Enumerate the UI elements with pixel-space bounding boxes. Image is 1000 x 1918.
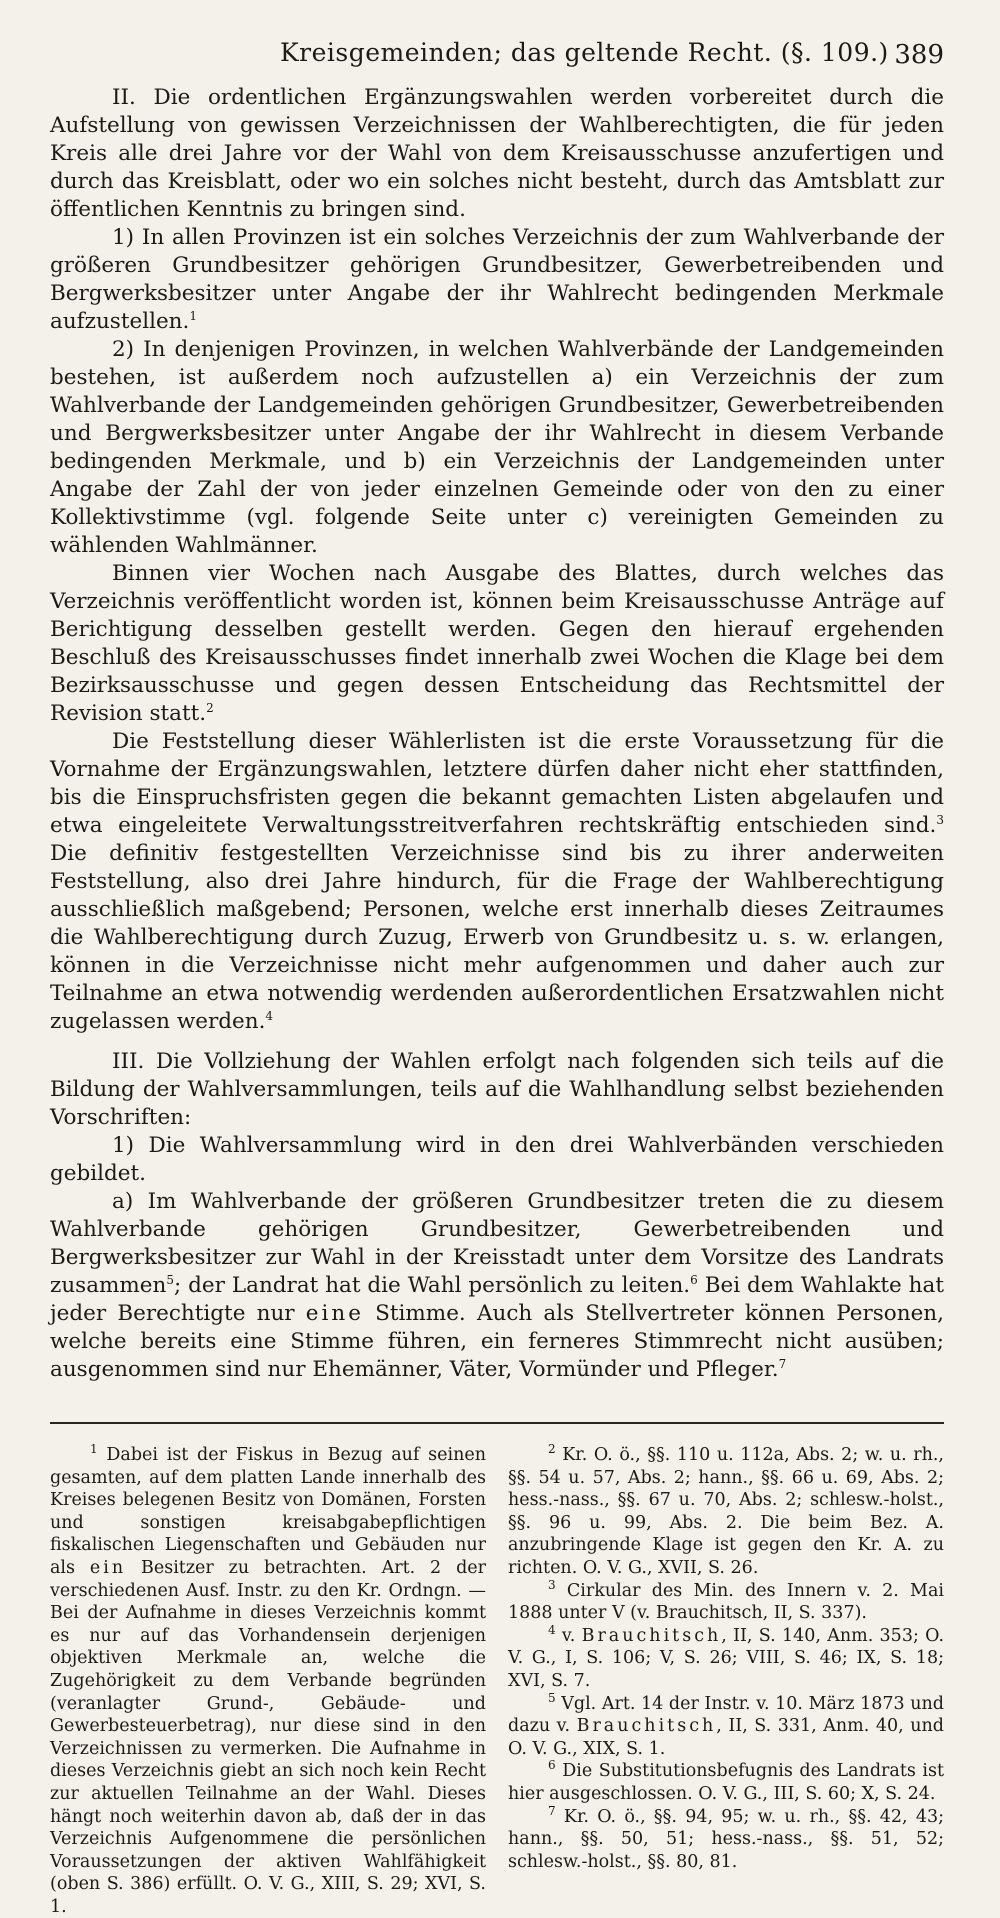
footnote-text: Vgl. Art. 14 der Instr. v. 10. März 1873 und dazu v. bbox=[508, 1693, 944, 1737]
footnote-3 bbox=[508, 1577, 944, 1625]
page-number: 389 bbox=[894, 40, 944, 70]
paragraph-text: II. Die ordentlichen Ergänzungswahlen werden vorbereitet durch die Aufstellung von gewissen Verzeichnissen der Wahlberechtigten, die für jeden Kreis alle drei Jahre vor der Wahl von dem Kreisausschusse anzufertigen und durch das Kreisblatt, oder wo ein solches nicht besteht, durch das Amtsblatt zur öffentlichen Kenntnis zu bringen sind. bbox=[50, 85, 944, 222]
footnote-mark: 6 bbox=[548, 1758, 556, 1773]
paragraph-text: Stimme. Auch als Stellvertreter können Personen, welche bereits eine Stimme führen, ein ferneres Stimmrecht nicht ausüben; ausgenommen sind nur Ehemänner, Väter, Vormünder und Pfleger. bbox=[50, 1301, 944, 1382]
paragraph-text: 2) In denjenigen Provinzen, in welchen Wahlverbände der Landgemeinden bestehen, ist außerdem noch aufzustellen a) ein Verzeichnis der zum Wahlverbande der Landgemeinden gehörigen Grundbesitzer, Gewerbetreibenden und Bergwerksbesitzer unter Angabe der ihr Wahlrecht in diesem Verbande bedingenden Merkmale, und b) ein Verzeichnis der Landgemeinden unter Angabe der Zahl der von jeder einzelnen Gemeinde oder von den zu einer Kollektivstimme (vgl. folgende Seite unter c) vereinigten Gemeinden zu wählenden Wahlmänner. bbox=[50, 337, 944, 558]
footnote-text: Kr. O. ö., §§. 94, 95; w. u. rh., §§. 42, 43; hann., §§. 50, 51; hess.-nass., §§. 51, 52; schlesw.-holst., §§. 80, 81. bbox=[508, 1806, 944, 1872]
footnote-1 bbox=[50, 1444, 486, 1918]
footnote-2 bbox=[508, 1444, 944, 1580]
footnote-text: Kr. O. ö., §§. 110 u. 112a, Abs. 2; w. u. rh., §§. 54 u. 57, Abs. 2; hann., §§. 66 u. 69, Abs. 2; hess.-nass., §§. 67 u. 70, Abs. 2; schlesw.-holst., §§. 96 u. 99, Abs. 2. Die beim Bez. A. anzubringende Klage ist gegen den Kr. A. zu richten. O. V. G., XVII, S. 26. bbox=[508, 1445, 944, 1578]
paragraph-text: ; der Landrat hat die Wahl persönlich zu leiten. bbox=[174, 1273, 691, 1298]
footnote-ref: 7 bbox=[778, 1356, 787, 1371]
footnote-text: , II, S. 331, Anm. 40, und O. V. G., XIX, S. 1. bbox=[508, 1716, 944, 1759]
paragraph-text: a) Im Wahlverbande der größeren Grundbesitzer treten die zu diesem Wahlverbande gehörigen Grundbesitzer, Gewerbetreibenden und Bergwerksbesitzer zur Wahl in der Kreisstadt unter dem Vorsitze des Landrats zusammen bbox=[50, 1189, 944, 1298]
footnote-mark: 5 bbox=[548, 1690, 556, 1705]
footnote-divider bbox=[50, 1422, 944, 1424]
footnote-text: , II, S. 140, Anm. 353; O. V. G., I, S. 106; V, S. 26; VIII, S. 46; IX, S. 18; XVI, S. 7. bbox=[508, 1625, 945, 1691]
emphasis-text: Brauchitsch bbox=[576, 1716, 717, 1737]
paragraph-text: 1) Die Wahlversammlung wird in den drei Wahlverbänden verschieden gebildet. bbox=[50, 1133, 944, 1186]
page-header bbox=[50, 34, 944, 84]
paragraph-text: Die definitiv festgestellten Verzeichnisse sind bis zu ihrer anderweiten Feststellung, also drei Jahre hindurch, für die Frage der Wahlberechtigung ausschließlich maßgebend; Personen, welche erst innerhalb dieses Zeitraumes die Wahlberechtigung durch Zuzug, Erwerb von Grundbesitz u. s. w. erlangen, können in die Verzeichnisse nicht mehr aufgenommen und daher auch zur Teilnahme an etwa notwendig werdenden außerordentlichen Ersatzwahlen nicht zugelassen werden. bbox=[50, 841, 944, 1034]
footnote-mark: 3 bbox=[548, 1577, 556, 1592]
paragraph-feststellung bbox=[50, 728, 944, 1036]
emphasis-text: ein bbox=[89, 1557, 127, 1578]
paragraph-text: III. Die Vollziehung der Wahlen erfolgt nach folgenden sich teils auf die Bildung der Wahlversammlungen, teils auf die Wahlhandlung selbst beziehenden Vorschriften: bbox=[50, 1049, 944, 1130]
footnote-ref: 4 bbox=[265, 1008, 274, 1023]
footnote-mark: 1 bbox=[90, 1442, 98, 1457]
footnotes-left-column bbox=[50, 1444, 486, 1918]
footnote-text: Dabei ist der Fiskus in Bezug auf seinen gesamten, auf dem platten Lande innerhalb des Kreises belegenen Besitz von Domänen, Forsten und sonstigen kreisabgabepflichtigen fiskalischen Liegenschaften und Gebäuden nur als bbox=[50, 1445, 486, 1578]
footnote-text: v. bbox=[555, 1625, 582, 1646]
paragraph-binnen bbox=[50, 560, 944, 728]
footnote-text: Besitzer zu betrachten. Art. 2 der verschiedenen Ausf. Instr. zu den Kr. Ordngn. — Bei der Aufnahme in dieses Verzeichnis kommt es nur auf das Vorhandensein derjenigen objektiven Merkmale an, welche die Zugehörigkeit zu dem Verbande begründen (veranlagter Grund-, Gebäude- und Gewerbesteuerbetrag), nur diese sind in den Verzeichnissen zu vermerken. Die Aufnahme in dieses Verzeichnis giebt an sich noch kein Recht zur aktuellen Teilnahme an der Wahl. Dieses hängt noch weiterhin davon ab, daß der in das Verzeichnis Aufgenommene die persönlichen Voraussetzungen der aktiven Wahlfähigkeit (oben S. 386) erfüllt. O. V. G., XIII, S. 29; XVI, S. 1. bbox=[50, 1557, 486, 1917]
footnote-5 bbox=[508, 1690, 944, 1761]
paragraph-landgemeinden bbox=[50, 336, 944, 560]
footnote-ref: 3 bbox=[936, 812, 944, 827]
paragraph-text: Die Feststellung dieser Wählerlisten ist die erste Voraussetzung für die Vornahme der Ergänzungswahlen, letztere dürfen daher nicht eher stattfinden, bis die Einspruchsfristen gegen die bekannt gemachten Listen abgelaufen und etwa eingeleitete Verwaltungsstreitverfahren rechtskräftig entschieden sind. bbox=[50, 729, 944, 838]
footnote-4 bbox=[508, 1622, 945, 1693]
paragraph-iii bbox=[50, 1048, 944, 1132]
footnote-ref: 6 bbox=[690, 1272, 698, 1287]
emphasis-text: Brauchitsch bbox=[581, 1625, 722, 1646]
footnote-mark: 4 bbox=[548, 1622, 556, 1637]
main-text bbox=[50, 84, 944, 1384]
paragraph-ii bbox=[50, 84, 944, 224]
paragraph-wahlverbande bbox=[50, 1188, 944, 1384]
paragraph-provinces bbox=[50, 224, 944, 336]
footnote-text: Cirkular des Min. des Innern v. 2. Mai 1888 unter V (v. Brauchitsch, II, S. 337). bbox=[508, 1580, 944, 1624]
footnote-mark: 7 bbox=[548, 1803, 556, 1818]
footnote-ref: 2 bbox=[206, 700, 214, 715]
footnote-mark: 2 bbox=[548, 1442, 556, 1457]
footnote-ref: 5 bbox=[166, 1272, 175, 1287]
emphasis-text: eine bbox=[305, 1301, 364, 1326]
paragraph-text: 1) In allen Provinzen ist ein solches Verzeichnis der zum Wahlverbande der größeren Grundbesitzer gehörigen Grundbesitzer, Gewerbetreibenden und Bergwerksbesitzer unter Angabe der ihr Wahlrecht bedingenden Merkmale aufzustellen. bbox=[50, 225, 944, 334]
footnote-text: Die Substitutionsbefugnis des Landrats ist hier ausgeschlossen. O. V. G., III, S. 60; X, S. 24. bbox=[508, 1761, 944, 1804]
paragraph-text: Binnen vier Wochen nach Ausgabe des Blattes, durch welches das Verzeichnis veröffentlicht worden ist, können beim Kreisausschusse Anträge auf Berichtigung desselben gestellt werden. Gegen den hierauf ergehenden Beschluß des Kreisausschusses findet innerhalb zwei Wochen die Klage bei dem Bezirksausschusse und gegen dessen Entscheidung das Rechtsmittel der Revision statt. bbox=[50, 561, 944, 726]
footnote-7 bbox=[508, 1803, 944, 1874]
paragraph-wahlversammlung bbox=[50, 1132, 944, 1188]
footnotes bbox=[50, 1444, 944, 1918]
footnote-ref: 1 bbox=[189, 308, 197, 323]
paragraph-text: Bei dem Wahlakte hat jeder Berechtigte nur bbox=[50, 1273, 944, 1326]
running-head: Kreisgemeinden; das geltende Recht. (§. 109.) bbox=[280, 38, 889, 67]
footnote-6 bbox=[508, 1760, 944, 1805]
footnotes-right-column bbox=[508, 1444, 944, 1918]
